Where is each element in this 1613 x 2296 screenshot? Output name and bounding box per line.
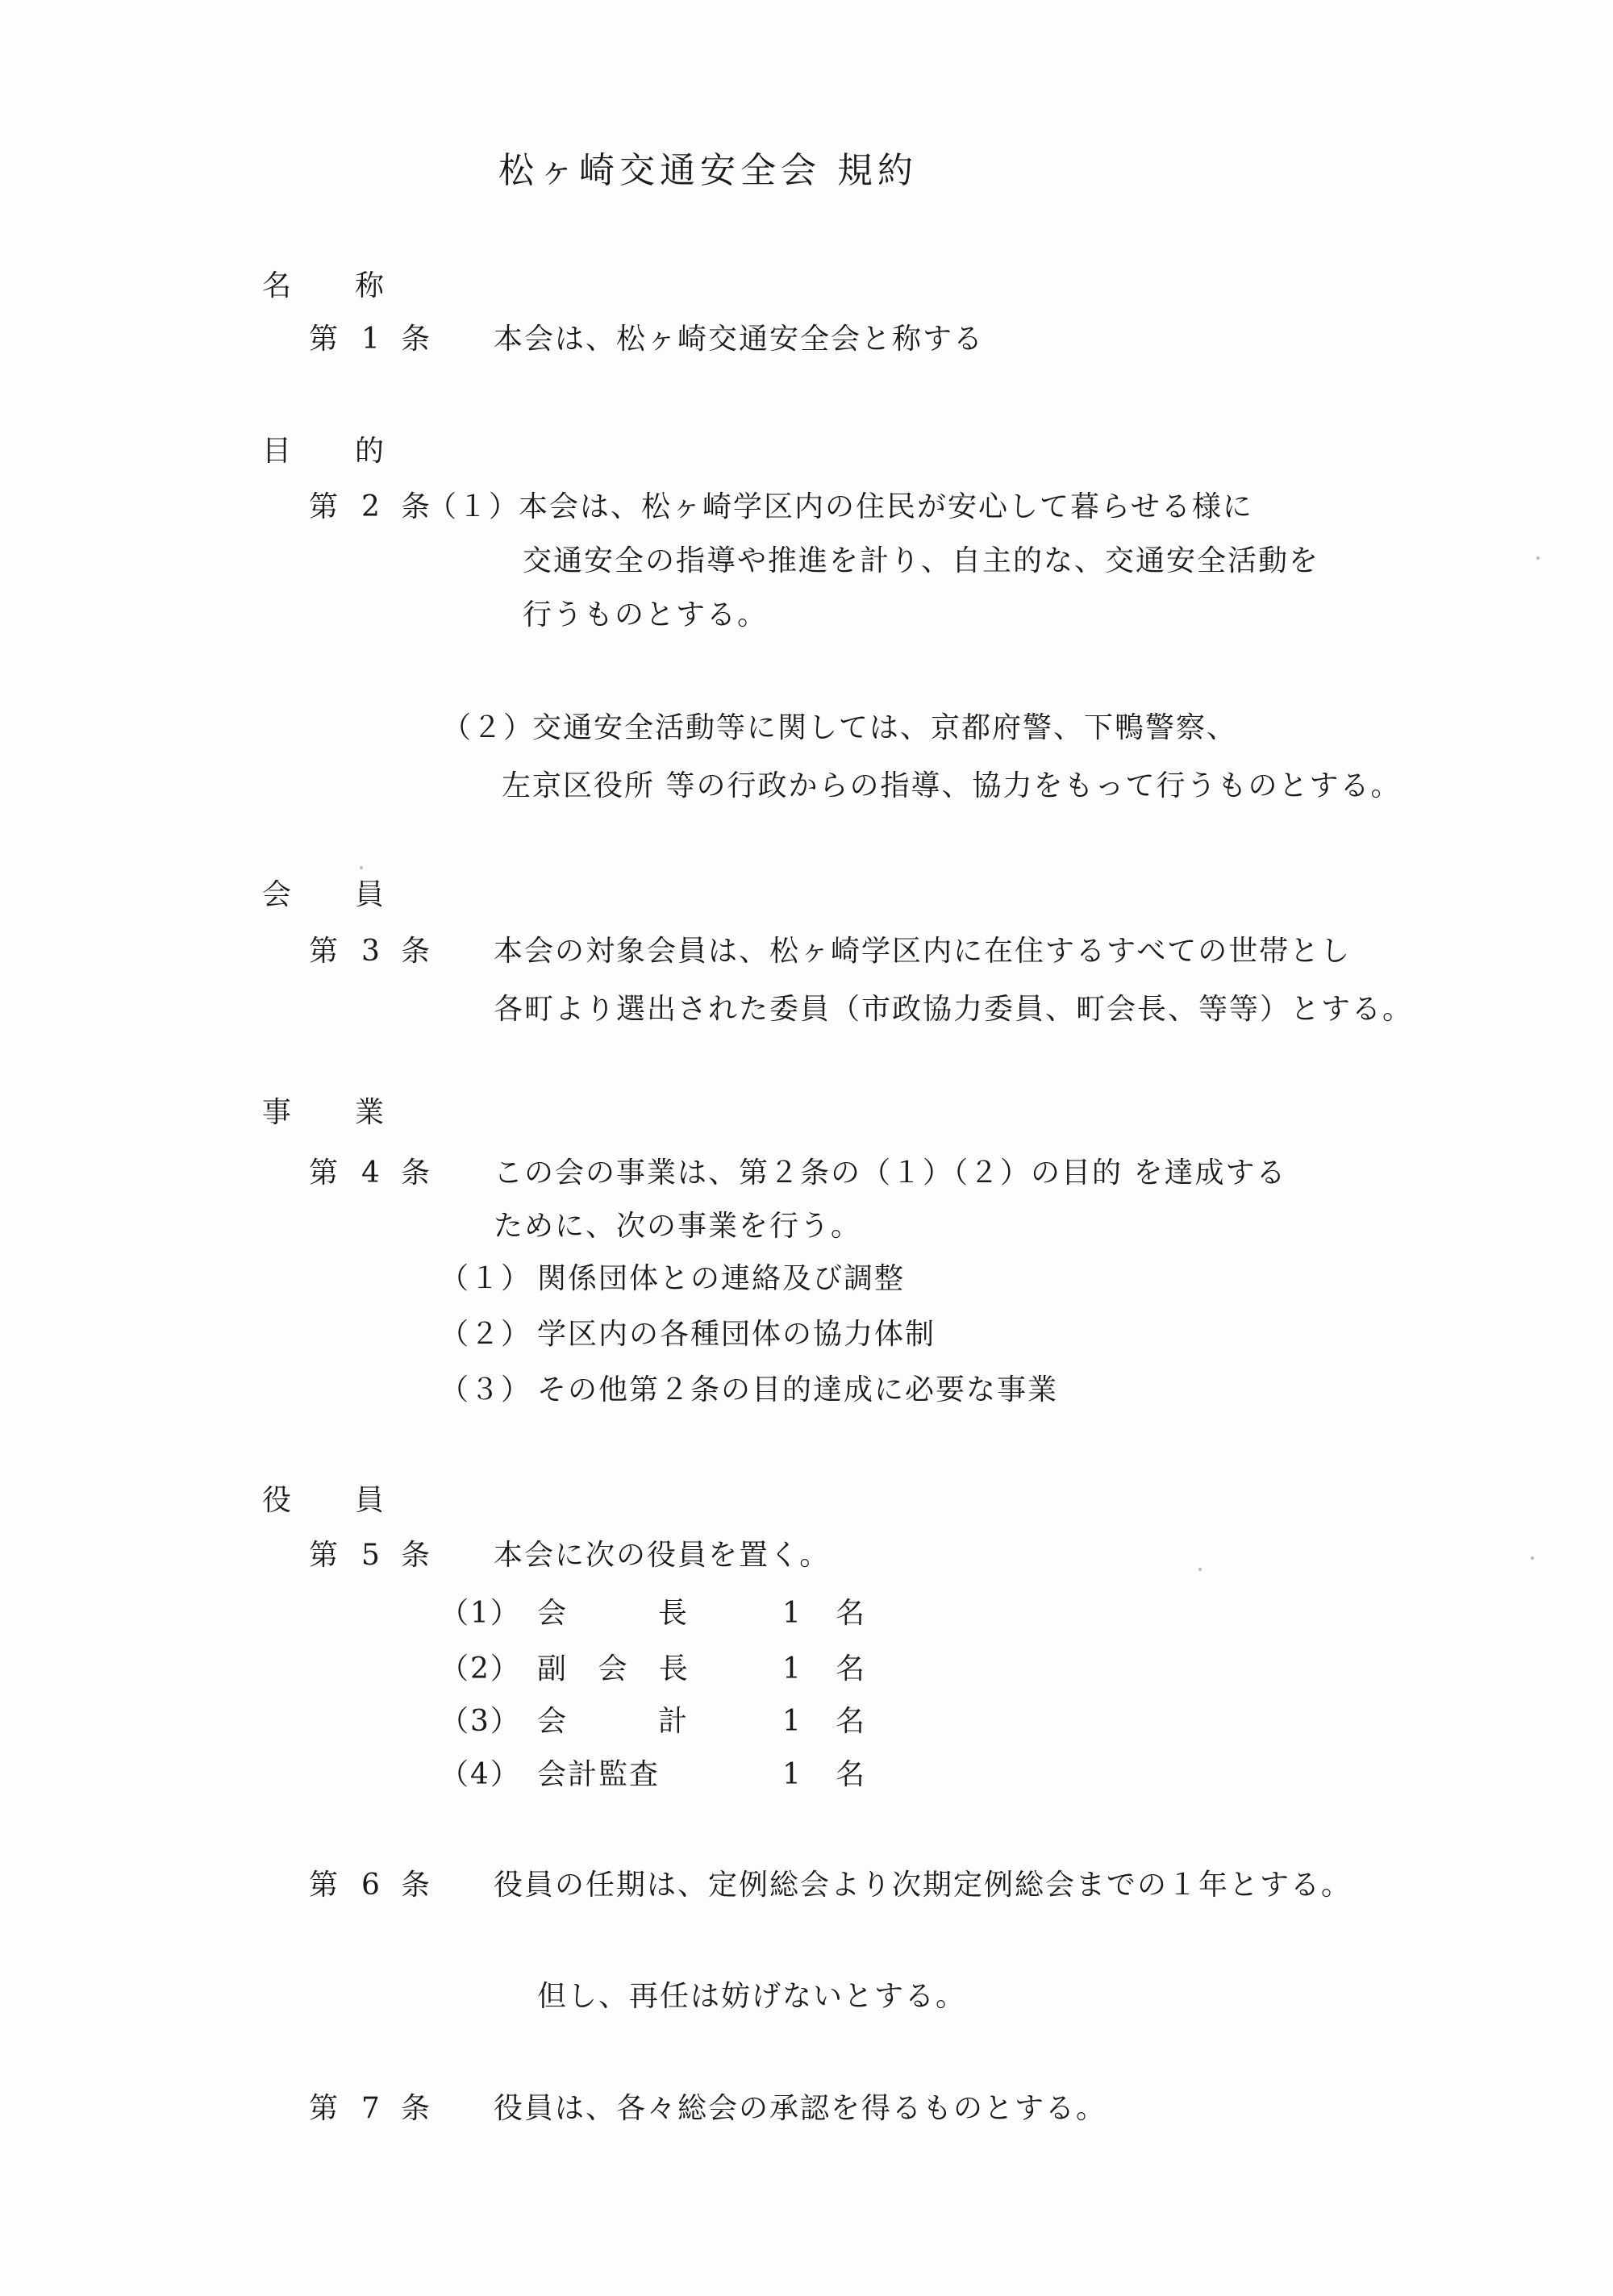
officer-role: 会計監査	[537, 1758, 661, 1791]
officer-unit: 名	[836, 1758, 867, 1791]
officer-marker: （4）	[440, 1758, 521, 1791]
heading-char: 目	[262, 435, 292, 468]
article-4-line-2: ために、次の事業を行う。	[494, 1210, 862, 1243]
officer-role: 会 長	[537, 1597, 699, 1630]
officer-unit: 名	[836, 1597, 867, 1630]
article-number: 5	[361, 1539, 380, 1572]
article-2-1-line-3: 行うものとする。	[523, 598, 769, 631]
scan-speck	[1198, 1568, 1202, 1571]
document-title: 松ヶ崎交通安全会 規約	[498, 150, 918, 191]
article-number: 4	[361, 1156, 380, 1190]
article-char: 条	[401, 935, 431, 968]
scan-speck	[1531, 1556, 1534, 1560]
article-number: 7	[361, 2092, 380, 2125]
article-char: 第	[309, 490, 339, 523]
officer-marker: （1）	[440, 1597, 521, 1630]
article-1-text: 本会は、松ヶ崎交通安全会と称する	[494, 323, 985, 356]
article-3-line-2: 各町より選出された委員（市政協力委員、町会長、等等）とする。	[494, 993, 1414, 1026]
business-item-text: 学区内の各種団体の協力体制	[537, 1318, 936, 1351]
heading-char: 称	[355, 269, 385, 302]
article-char: 第	[309, 1869, 339, 1902]
officer-count: 1	[782, 1597, 802, 1630]
article-3-line-1: 本会の対象会員は、松ヶ崎学区内に在住するすべての世帯とし	[494, 935, 1352, 968]
article-char: 条	[401, 2092, 431, 2125]
article-char: 条	[401, 1539, 431, 1572]
scan-speck	[1536, 556, 1540, 560]
article-number: 1	[361, 323, 380, 356]
article-4-line-1: この会の事業は、第２条の（１）（２）の目的 を達成する	[494, 1156, 1287, 1190]
article-char: 第	[309, 935, 339, 968]
business-item-text: その他第２条の目的達成に必要な事業	[537, 1373, 1059, 1406]
article-5-line-1: 本会に次の役員を置く。	[494, 1539, 831, 1572]
article-6-line-1: 役員の任期は、定例総会より次期定例総会までの１年とする。	[494, 1869, 1353, 1902]
officer-role: 会 計	[537, 1705, 699, 1738]
heading-char: 員	[355, 1484, 385, 1517]
article-2-2-marker: （２）	[442, 711, 535, 744]
business-item-marker: （２）	[440, 1318, 532, 1351]
business-item-marker: （１）	[440, 1262, 532, 1295]
officer-marker: （2）	[440, 1652, 521, 1686]
article-char: 第	[309, 1539, 339, 1572]
heading-char: 業	[355, 1096, 385, 1129]
business-item-marker: （３）	[440, 1373, 532, 1406]
article-7-text: 役員は、各々総会の承認を得るものとする。	[494, 2092, 1107, 2125]
article-2-1-marker: （１）	[427, 490, 520, 523]
article-2-2-line-1: 交通安全活動等に関しては、京都府警、下鴨警察、	[532, 711, 1238, 744]
article-number: 2	[361, 490, 380, 523]
heading-char: 会	[262, 878, 292, 911]
officer-role: 副 会 長	[537, 1652, 699, 1686]
business-item-text: 関係団体との連絡及び調整	[537, 1262, 906, 1295]
article-char: 第	[309, 2092, 339, 2125]
article-2-2-line-2: 左京区役所 等の行政からの指導、協力をもって行うものとする。	[502, 769, 1402, 802]
officer-unit: 名	[836, 1652, 867, 1686]
article-2-1-line-2: 交通安全の指導や推進を計り、自主的な、交通安全活動を	[523, 544, 1320, 577]
heading-char: 役	[262, 1484, 292, 1517]
officer-count: 1	[782, 1652, 802, 1686]
article-char: 条	[401, 1156, 431, 1190]
article-char: 第	[309, 1156, 339, 1190]
heading-char: 員	[355, 878, 385, 911]
article-char: 条	[401, 1869, 431, 1902]
scan-speck	[360, 866, 363, 869]
article-number: 6	[361, 1869, 380, 1902]
officer-marker: （3）	[440, 1705, 521, 1738]
article-char: 第	[309, 323, 339, 356]
article-char: 条	[401, 323, 431, 356]
officer-count: 1	[782, 1758, 802, 1791]
article-number: 3	[361, 935, 380, 968]
article-2-1-line-1: 本会は、松ヶ崎学区内の住民が安心して暮らせる様に	[519, 490, 1253, 523]
officer-unit: 名	[836, 1705, 867, 1738]
article-6-line-2: 但し、再任は妨げないとする。	[537, 1980, 967, 2013]
heading-char: 事	[262, 1096, 292, 1129]
heading-char: 名	[262, 269, 292, 302]
officer-count: 1	[782, 1705, 802, 1738]
article-char: 条	[401, 490, 431, 523]
heading-char: 的	[355, 435, 385, 468]
